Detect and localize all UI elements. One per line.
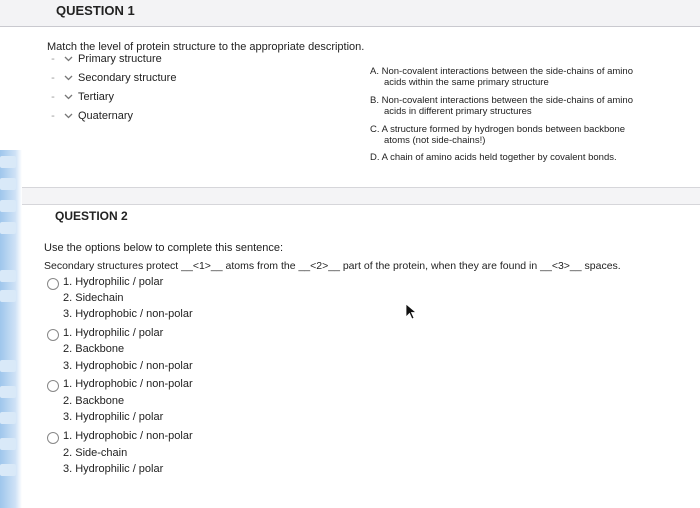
option-4-line-1: 1. Hydrophobic / non-polar xyxy=(63,430,193,442)
answer-line: C. A structure formed by hydrogen bonds between backbone xyxy=(370,124,626,135)
select-value: - xyxy=(51,90,55,103)
chevron-down-icon xyxy=(62,91,74,103)
match-item-label: Quaternary xyxy=(78,110,134,122)
match-select-primary[interactable] xyxy=(48,51,162,67)
option-2-line-2: 2. Backbone xyxy=(63,343,125,355)
answer-b xyxy=(370,95,670,117)
select-value: - xyxy=(51,109,55,122)
select-value: - xyxy=(51,71,55,84)
question2-band xyxy=(22,188,700,204)
left-sidebar-strip xyxy=(0,150,22,508)
answer-line: acids within the same primary structure xyxy=(384,77,549,88)
answer-line: B. Non-covalent interactions between the side-chains of amino xyxy=(370,95,633,106)
answer-d xyxy=(370,152,670,163)
option-3-line-2: 2. Backbone xyxy=(63,395,125,407)
option-4-line-3: 3. Hydrophilic / polar xyxy=(63,463,164,475)
answer-line: A. Non-covalent interactions between the side-chains of amino xyxy=(370,66,633,77)
answer-c xyxy=(370,124,670,146)
chevron-down-icon xyxy=(62,72,74,84)
option-3-radio[interactable] xyxy=(47,380,59,392)
select-value: - xyxy=(51,52,55,65)
answer-line: atoms (not side-chains!) xyxy=(384,135,486,146)
option-3-line-1: 1. Hydrophobic / non-polar xyxy=(63,378,193,390)
question2-prompt: Use the options below to complete this sentence: xyxy=(44,242,284,254)
option-3-line-3: 3. Hydrophilic / polar xyxy=(63,411,164,423)
question1-header xyxy=(0,0,700,27)
option-1-radio[interactable] xyxy=(47,278,59,290)
chevron-down-icon xyxy=(62,53,74,65)
question1-instruction: Match the level of protein structure to the appropriate description. xyxy=(47,41,365,53)
option-1-line-2: 2. Sidechain xyxy=(63,292,124,304)
question1-title: QUESTION 1 xyxy=(56,3,135,18)
divider xyxy=(22,204,700,205)
option-2-radio[interactable] xyxy=(47,329,59,341)
match-item-label: Primary structure xyxy=(78,53,162,65)
option-2-line-1: 1. Hydrophilic / polar xyxy=(63,327,164,339)
question2-title: QUESTION 2 xyxy=(55,209,128,223)
question2-sentence: Secondary structures protect __<1>__ atoms from the __<2>__ part of the protein, when they are found in __<3>__ spaces. xyxy=(44,260,621,272)
chevron-down-icon xyxy=(62,110,74,122)
match-item-label: Tertiary xyxy=(78,91,115,103)
answer-line: acids in different primary structures xyxy=(384,106,532,117)
option-4-line-2: 2. Side-chain xyxy=(63,447,128,459)
match-item-label: Secondary structure xyxy=(78,72,177,84)
match-select-secondary[interactable] xyxy=(48,70,176,86)
match-select-quaternary[interactable] xyxy=(48,108,133,124)
option-2-line-3: 3. Hydrophobic / non-polar xyxy=(63,360,193,372)
mouse-pointer-icon xyxy=(405,303,419,321)
option-1-line-3: 3. Hydrophobic / non-polar xyxy=(63,308,193,320)
match-select-tertiary[interactable] xyxy=(48,89,114,105)
option-4-radio[interactable] xyxy=(47,432,59,444)
option-1-line-1: 1. Hydrophilic / polar xyxy=(63,276,164,288)
answer-a xyxy=(370,66,670,88)
answer-line: D. A chain of amino acids held together by covalent bonds. xyxy=(370,152,617,163)
